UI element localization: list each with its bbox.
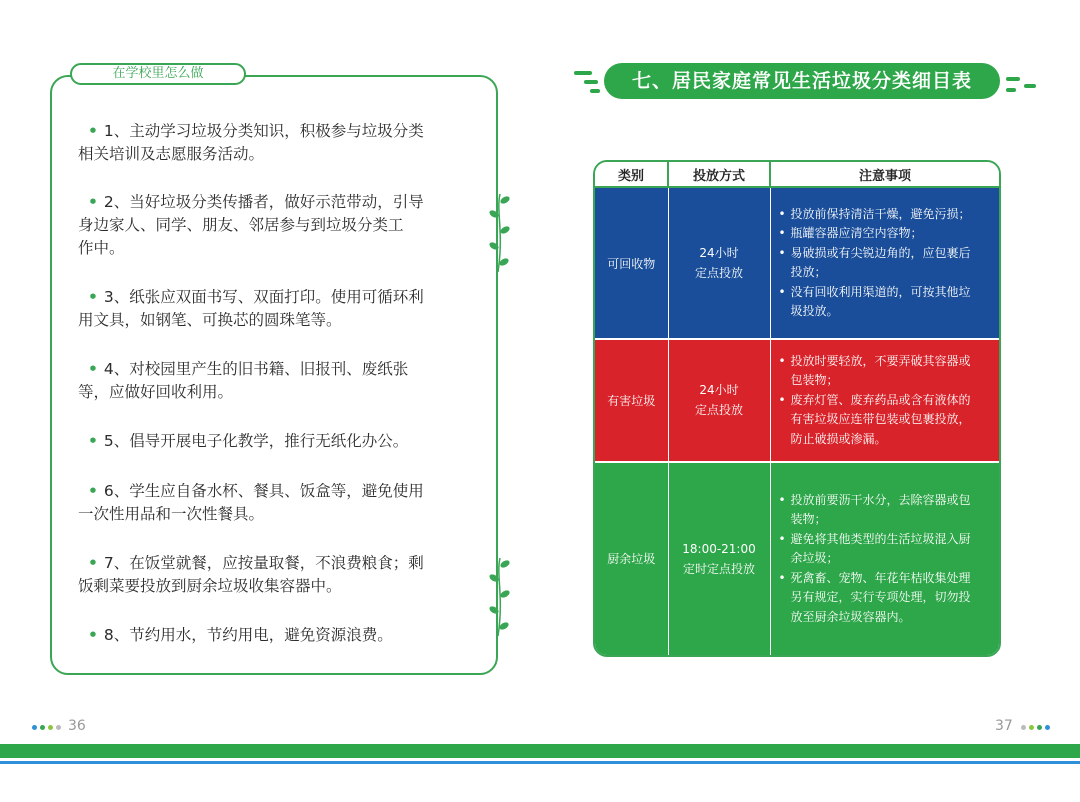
note-line: • 没有回收利用渠道的，可按其他垃 — [790, 284, 971, 299]
bullet-icon: • — [88, 288, 98, 306]
page-dots-icon — [32, 725, 61, 730]
leaf-vine-icon — [488, 556, 512, 638]
tip-text: 7、在饭堂就餐，应按量取餐，不浪费粮食；剩 — [103, 554, 424, 572]
tip-text: 3、纸张应双面书写、双面打印。使用可循环利 — [103, 288, 424, 306]
tip-text: 6、学生应自备水杯、餐具、饭盒等，避免使用 — [103, 482, 424, 500]
tip-text: 身边家人、同学、朋友、邻居参与到垃圾分类工 — [78, 216, 404, 234]
title-dash-right — [1024, 84, 1036, 88]
tip-line — [78, 143, 470, 166]
tip-text: 用文具，如钢笔、可换芯的圆珠笔等。 — [78, 311, 342, 329]
note-item — [779, 491, 990, 530]
bullet-icon: • — [88, 432, 98, 450]
note-item — [779, 569, 990, 628]
footer-green-band — [0, 744, 1080, 758]
title-dash-left — [574, 71, 592, 75]
tip-line — [78, 503, 470, 526]
notes-cell — [770, 462, 999, 655]
tip-line — [80, 552, 470, 575]
tip-text: 4、对校园里产生的旧书籍、旧报刊、废纸张 — [103, 360, 409, 378]
tip-item — [80, 120, 470, 166]
note-item — [779, 224, 990, 244]
title-dash-left — [584, 80, 598, 84]
title-dash-right — [1006, 77, 1020, 81]
note-line: 另有规定，实行专项处理，切勿投 — [790, 590, 971, 605]
note-line: 圾投放。 — [790, 304, 839, 319]
note-line: 余垃圾； — [790, 551, 839, 566]
note-line: 防止破损或渗漏。 — [790, 431, 887, 446]
method-line: 定点投放 — [694, 403, 743, 418]
note-line: 有害垃圾应连带包装或包裹投放， — [790, 412, 971, 427]
leaf-vine-icon — [488, 192, 512, 274]
note-line: • 废弃灯管、废弃药品或含有液体的 — [790, 392, 971, 407]
note-line: 放至厨余垃圾容器内。 — [790, 609, 911, 624]
method-cell — [668, 187, 770, 339]
note-item — [779, 352, 990, 391]
note-item — [779, 530, 990, 569]
category-cell: 有害垃圾 — [595, 339, 668, 461]
tip-text: 一次性用品和一次性餐具。 — [78, 505, 265, 523]
notes-cell — [770, 187, 999, 339]
bullet-icon: • — [88, 626, 98, 644]
tip-line — [80, 191, 470, 214]
tip-item — [80, 191, 470, 260]
page-dots-icon — [1021, 725, 1050, 730]
tip-line — [78, 309, 470, 332]
footer-blue-line — [0, 761, 1080, 764]
method-line: 定时定点投放 — [682, 561, 755, 576]
note-line: 投放； — [790, 265, 827, 280]
tip-item — [80, 430, 470, 453]
tip-line — [80, 286, 470, 309]
tip-line — [80, 358, 470, 381]
page-number-left: 36 — [68, 718, 86, 734]
tip-item — [80, 358, 470, 404]
tip-text: 5、倡导开展电子化教学，推行无纸化办公。 — [103, 432, 409, 450]
note-item — [779, 205, 990, 225]
note-line: 包装物； — [790, 373, 839, 388]
category-cell: 可回收物 — [595, 187, 668, 339]
table-title: 七、居民家庭常见生活垃圾分类细目表 — [604, 63, 1000, 99]
bullet-icon: • — [88, 193, 98, 211]
method-cell — [668, 339, 770, 461]
tip-text: 1、主动学习垃圾分类知识，积极参与垃圾分类 — [103, 122, 424, 140]
table-row — [595, 187, 999, 339]
title-dash-right — [1006, 88, 1016, 92]
tip-item — [80, 480, 470, 526]
tip-text: 2、当好垃圾分类传播者，做好示范带动，引导 — [103, 193, 424, 211]
bullet-icon: • — [88, 554, 98, 572]
note-item — [779, 283, 990, 322]
tip-text: 8、节约用水，节约用电，避免资源浪费。 — [103, 626, 393, 644]
note-item — [779, 244, 990, 283]
header-method: 投放方式 — [668, 162, 770, 187]
tip-line — [78, 381, 470, 404]
tip-line — [80, 120, 470, 143]
title-dash-left — [590, 89, 600, 93]
table-row — [595, 339, 999, 461]
header-notes: 注意事项 — [770, 162, 999, 187]
bullet-icon: • — [88, 482, 98, 500]
method-cell — [668, 462, 770, 655]
note-item — [779, 391, 990, 450]
tip-line — [78, 214, 470, 237]
page-number-right: 37 — [995, 718, 1013, 734]
note-line: • 易破损或有尖锐边角的，应包裹后 — [790, 245, 971, 260]
tip-item — [80, 552, 470, 598]
section-title: 在学校里怎么做 — [70, 63, 246, 85]
note-line: • 投放前要沥干水分，去除容器或包 — [790, 492, 971, 507]
tip-text: 饭剩菜要投放到厨余垃圾收集容器中。 — [78, 577, 342, 595]
tip-item — [80, 624, 470, 647]
note-line: • 避免将其他类型的生活垃圾混入厨 — [790, 531, 971, 546]
method-line: 24小时 — [699, 383, 739, 398]
tip-text: 作中。 — [78, 239, 125, 257]
header-category: 类别 — [595, 162, 668, 187]
tip-line — [78, 575, 470, 598]
bullet-icon: • — [88, 360, 98, 378]
method-line: 24小时 — [699, 246, 739, 261]
note-line: • 死禽畜、宠物、年花年桔收集处理 — [790, 570, 971, 585]
tip-line — [80, 480, 470, 503]
tip-line — [78, 237, 470, 260]
tip-line — [80, 624, 470, 647]
tip-text: 等，应做好回收利用。 — [78, 383, 234, 401]
method-line: 定点投放 — [694, 266, 743, 281]
tip-line — [80, 430, 470, 453]
bullet-icon: • — [88, 122, 98, 140]
notes-cell — [770, 339, 999, 461]
note-line: • 瓶罐容器应清空内容物； — [790, 226, 923, 241]
note-line: 装物； — [790, 512, 827, 527]
method-line: 18:00-21:00 — [682, 541, 756, 556]
category-cell: 厨余垃圾 — [595, 462, 668, 655]
classification-table — [593, 160, 1001, 657]
tip-item — [80, 286, 470, 332]
table-row — [595, 462, 999, 655]
tip-text: 相关培训及志愿服务活动。 — [78, 145, 265, 163]
note-line: • 投放时要轻放，不要弄破其容器或 — [790, 353, 971, 368]
note-line: • 投放前保持清洁干燥，避免污损； — [790, 206, 971, 221]
